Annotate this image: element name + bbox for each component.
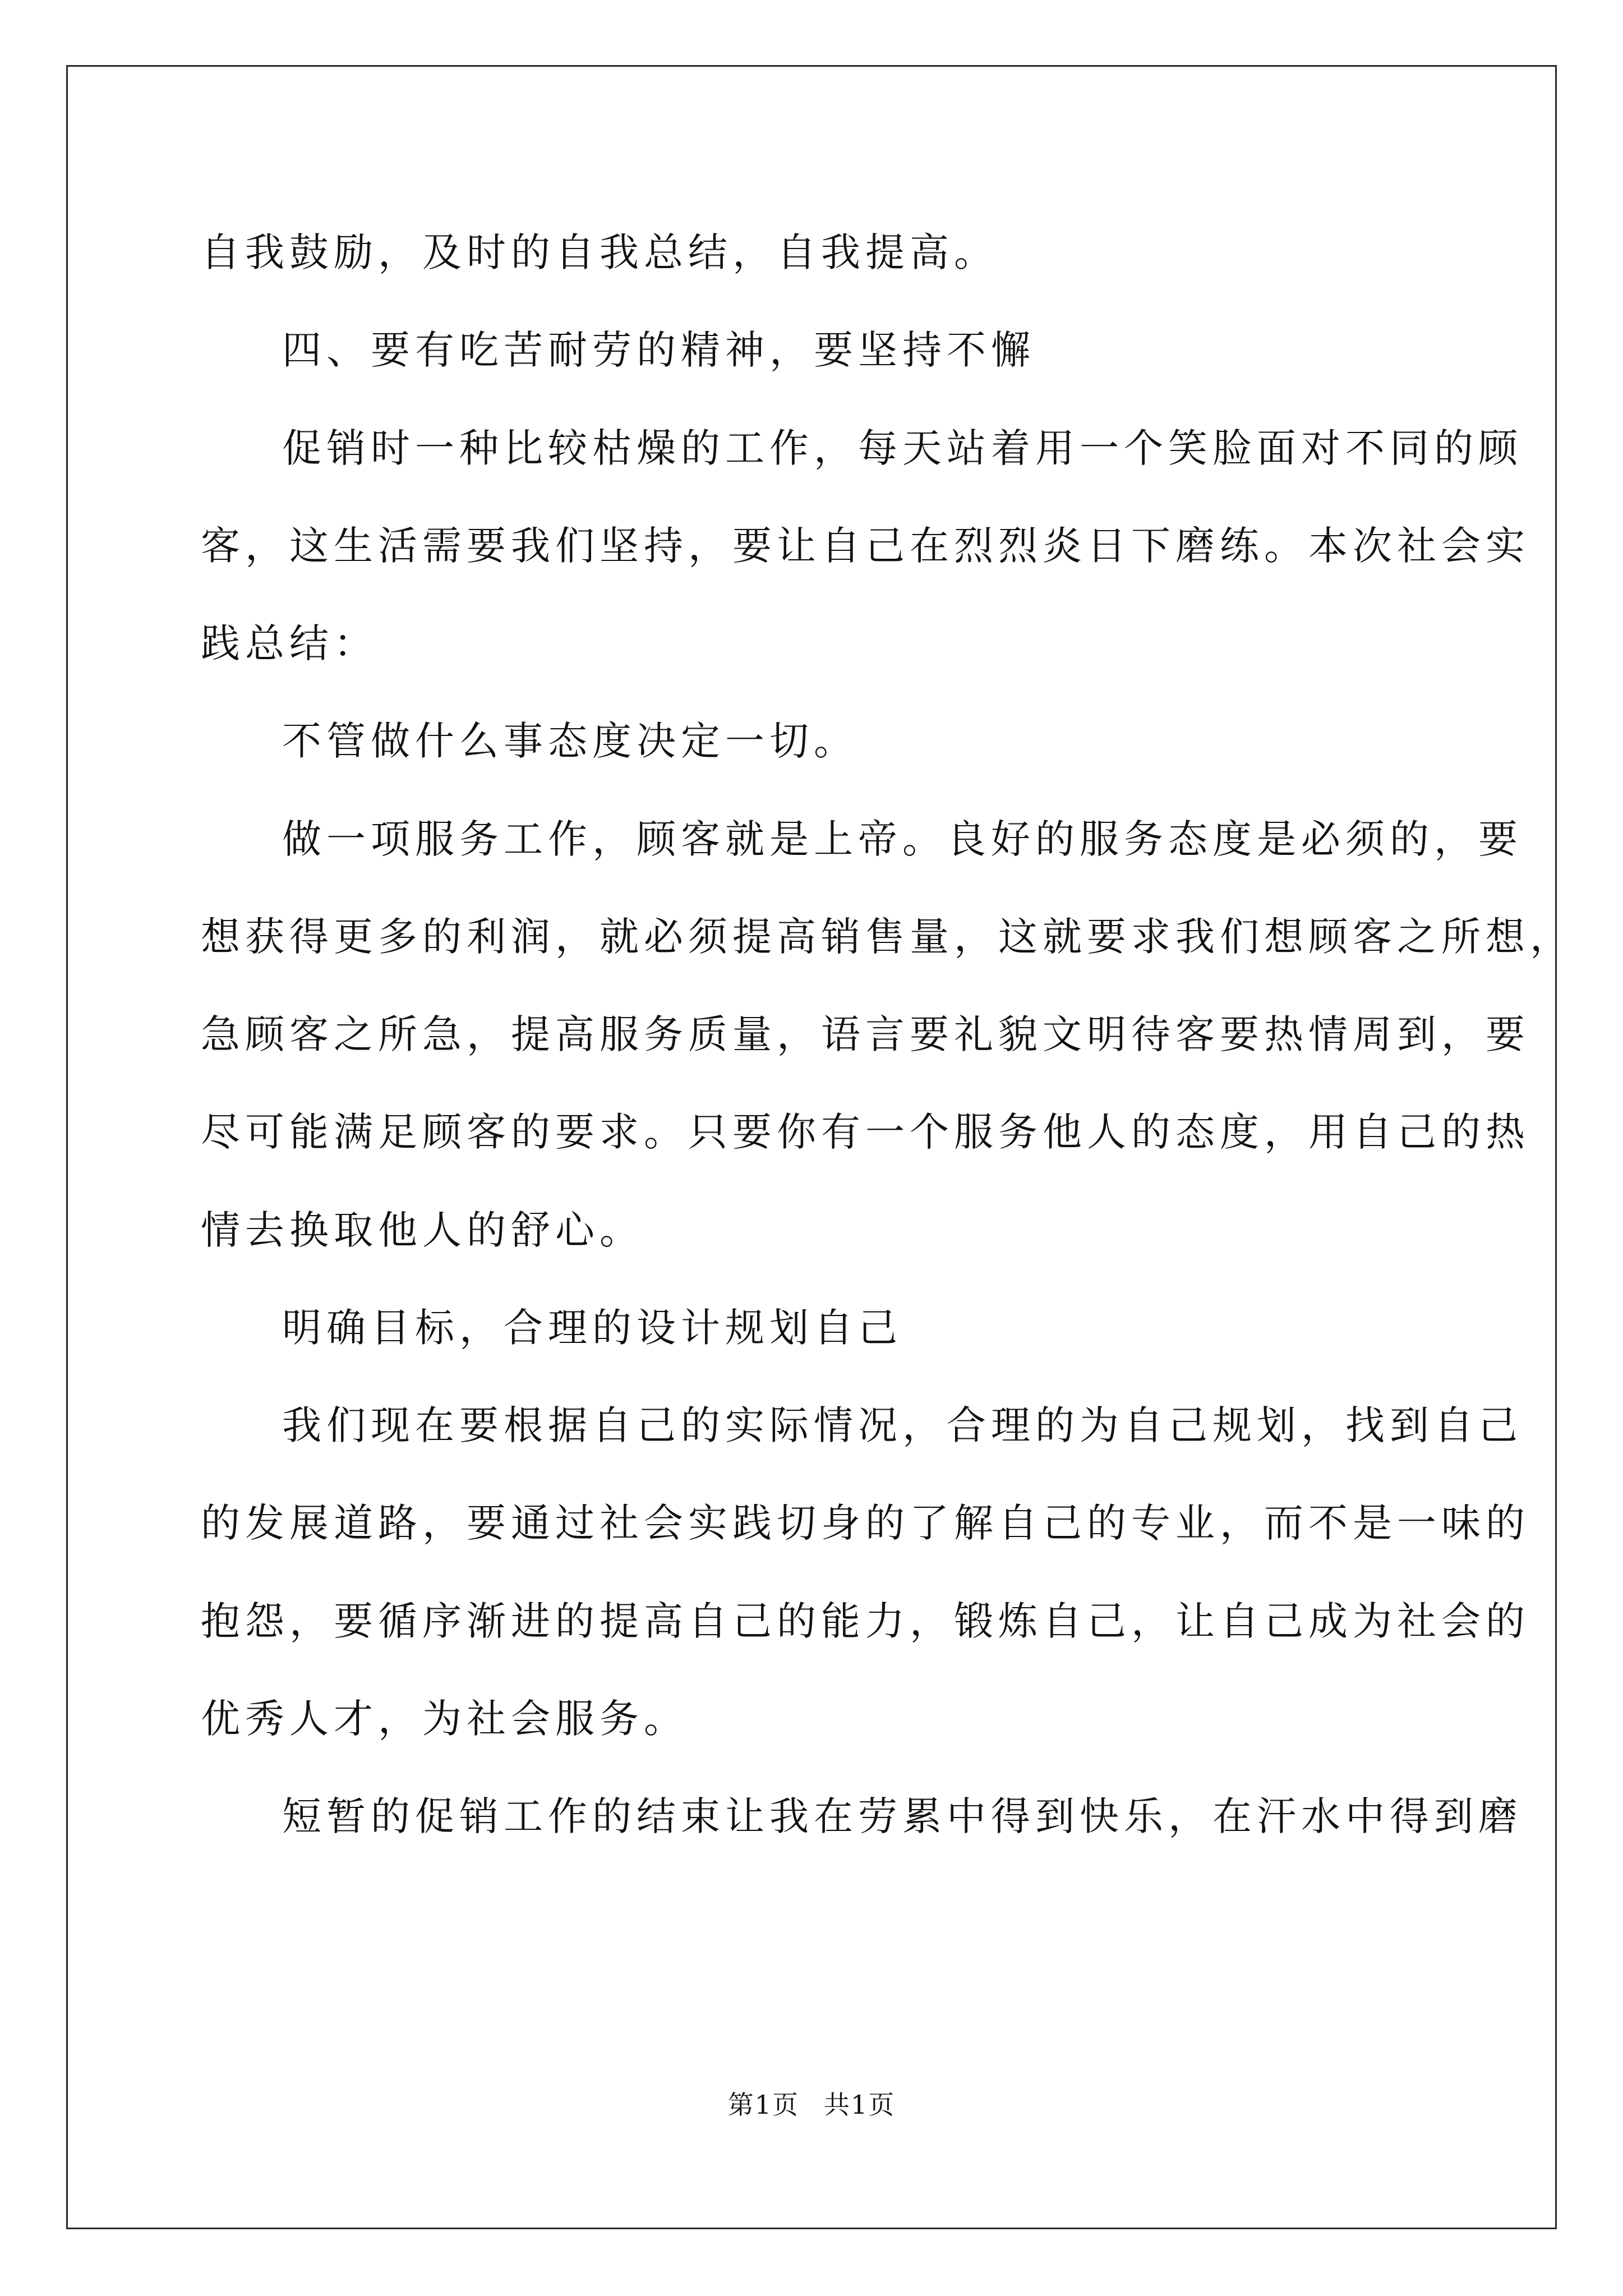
text-line: 尽可能满足顾客的要求。只要你有一个服务他人的态度，用自己的热 [201, 1109, 1530, 1155]
text-line: 想获得更多的利润，就必须提高销售量，这就要求我们想顾客之所想， [201, 914, 1574, 960]
text-line: 促销时一种比较枯燥的工作，每天站着用一个笑脸面对不同的顾 [282, 425, 1523, 471]
page-number-current: 第1页 [727, 2090, 799, 2120]
text-line: 的发展道路，要通过社会实践切身的了解自己的专业，而不是一味的 [201, 1500, 1530, 1546]
text-line: 优秀人才，为社会服务。 [201, 1696, 688, 1742]
page-footer [0, 2088, 1623, 2122]
section-heading: 四、要有吃苦耐劳的精神，要坚持不懈 [282, 327, 1035, 373]
text-line: 自我鼓励，及时的自我总结，自我提高。 [201, 229, 998, 275]
text-line: 抱怨，要循序渐进的提高自己的能力，锻炼自己，让自己成为社会的 [201, 1598, 1530, 1644]
text-line: 客，这生活需要我们坚持，要让自己在烈烈炎日下磨练。本次社会实 [201, 523, 1530, 569]
text-line: 做一项服务工作，顾客就是上帝。良好的服务态度是必须的，要 [282, 816, 1523, 862]
section-heading: 明确目标，合理的设计规划自己 [282, 1305, 902, 1351]
text-line: 急顾客之所急，提高服务质量，语言要礼貌文明待客要热情周到，要 [201, 1011, 1530, 1057]
page-number-total: 共1页 [824, 2090, 896, 2120]
text-line: 我们现在要根据自己的实际情况，合理的为自己规划，找到自己 [282, 1402, 1523, 1448]
text-line: 短暂的促销工作的结束让我在劳累中得到快乐，在汗水中得到磨 [282, 1793, 1523, 1839]
text-line: 情去换取他人的舒心。 [201, 1207, 644, 1253]
text-line: 不管做什么事态度决定一切。 [282, 718, 858, 764]
text-line: 践总结： [201, 620, 378, 666]
